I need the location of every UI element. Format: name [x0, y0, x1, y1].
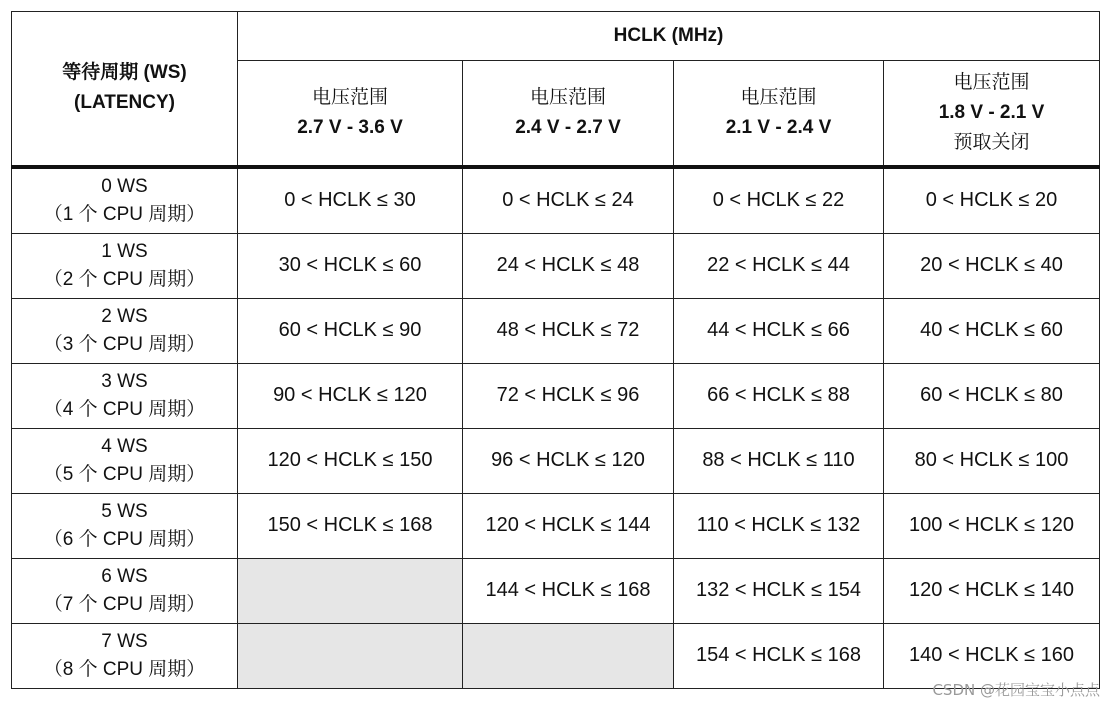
cpu-cycles-label: （3 个 CPU 周期）: [43, 333, 206, 355]
watermark: CSDN @花园宝宝小点点: [932, 681, 1100, 699]
hclk-range-cell: 132 < HCLK ≤ 154: [674, 558, 884, 623]
table-row: [12, 558, 1100, 623]
voltage-range-header-4: [884, 61, 1100, 167]
empty-cell: [463, 623, 674, 688]
hclk-range-cell: 90 < HCLK ≤ 120: [238, 363, 463, 428]
table-row: [12, 233, 1100, 298]
voltage-range-value: 2.4 V - 2.7 V: [515, 116, 621, 138]
voltage-range-header-3: [674, 61, 884, 167]
cpu-cycles-label: （6 个 CPU 周期）: [43, 528, 206, 550]
wait-state-label: 3 WS: [101, 370, 148, 392]
wait-state-cell: [12, 167, 238, 234]
hclk-range-cell: 96 < HCLK ≤ 120: [463, 428, 674, 493]
hclk-range-cell: 120 < HCLK ≤ 150: [238, 428, 463, 493]
hclk-range-cell: 0 < HCLK ≤ 20: [884, 167, 1100, 234]
hclk-range-cell: 144 < HCLK ≤ 168: [463, 558, 674, 623]
cpu-cycles-label: （2 个 CPU 周期）: [43, 268, 206, 290]
wait-state-label: 4 WS: [101, 435, 148, 457]
hclk-range-cell: 20 < HCLK ≤ 40: [884, 233, 1100, 298]
hclk-range-cell: 0 < HCLK ≤ 30: [238, 167, 463, 234]
voltage-range-label: 电压范围: [740, 86, 817, 108]
voltage-range-label: 电压范围: [529, 86, 606, 108]
table-row: [12, 298, 1100, 363]
hclk-range-cell: 44 < HCLK ≤ 66: [674, 298, 884, 363]
wait-state-cell: [12, 428, 238, 493]
cpu-cycles-label: （1 个 CPU 周期）: [43, 203, 206, 225]
wait-state-cell: [12, 233, 238, 298]
cpu-cycles-label: （7 个 CPU 周期）: [43, 593, 206, 615]
hclk-range-cell: 30 < HCLK ≤ 60: [238, 233, 463, 298]
hclk-group-header: HCLK (MHz): [238, 12, 1100, 61]
hclk-range-cell: 140 < HCLK ≤ 160: [884, 623, 1100, 688]
voltage-range-value: 2.1 V - 2.4 V: [725, 116, 832, 138]
wait-state-label: 5 WS: [101, 500, 148, 522]
voltage-range-value: 2.7 V - 3.6 V: [297, 116, 403, 138]
row-header-line1: 等待周期 (WS): [62, 62, 187, 84]
empty-cell: [238, 623, 463, 688]
hclk-range-cell: 24 < HCLK ≤ 48: [463, 233, 674, 298]
wait-state-cell: [12, 298, 238, 363]
hclk-range-cell: 0 < HCLK ≤ 22: [674, 167, 884, 234]
wait-state-cell: [12, 493, 238, 558]
table-row: [12, 167, 1100, 234]
voltage-range-label: 电压范围: [953, 71, 1030, 93]
cpu-cycles-label: （8 个 CPU 周期）: [43, 658, 206, 680]
empty-cell: [238, 558, 463, 623]
table-row: [12, 428, 1100, 493]
voltage-range-note: 预取关闭: [953, 131, 1030, 153]
hclk-range-cell: 88 < HCLK ≤ 110: [674, 428, 884, 493]
wait-state-cell: [12, 623, 238, 688]
hclk-range-cell: 80 < HCLK ≤ 100: [884, 428, 1100, 493]
wait-state-cell: [12, 558, 238, 623]
row-header-line2: (LATENCY): [74, 92, 175, 114]
wait-state-label: 6 WS: [101, 565, 148, 587]
row-header-cell: [12, 12, 238, 167]
hclk-range-cell: 60 < HCLK ≤ 80: [884, 363, 1100, 428]
hclk-range-cell: 66 < HCLK ≤ 88: [674, 363, 884, 428]
wait-state-label: 2 WS: [101, 305, 148, 327]
cpu-cycles-label: （4 个 CPU 周期）: [43, 398, 206, 420]
cpu-cycles-label: （5 个 CPU 周期）: [43, 463, 206, 485]
wait-state-label: 7 WS: [101, 630, 148, 652]
voltage-range-header-2: [463, 61, 674, 167]
wait-state-cell: [12, 363, 238, 428]
hclk-range-cell: 72 < HCLK ≤ 96: [463, 363, 674, 428]
wait-state-label: 1 WS: [101, 240, 148, 262]
hclk-range-cell: 40 < HCLK ≤ 60: [884, 298, 1100, 363]
hclk-range-cell: 60 < HCLK ≤ 90: [238, 298, 463, 363]
table-row: [12, 493, 1100, 558]
hclk-range-cell: 120 < HCLK ≤ 144: [463, 493, 674, 558]
hclk-range-cell: 0 < HCLK ≤ 24: [463, 167, 674, 234]
voltage-range-label: 电压范围: [311, 86, 388, 108]
hclk-range-cell: 154 < HCLK ≤ 168: [674, 623, 884, 688]
wait-state-label: 0 WS: [101, 175, 148, 197]
hclk-range-cell: 110 < HCLK ≤ 132: [674, 493, 884, 558]
flash-wait-state-table: [11, 11, 1100, 689]
table-row: [12, 363, 1100, 428]
voltage-range-value: 1.8 V - 2.1 V: [938, 101, 1045, 123]
hclk-range-cell: 22 < HCLK ≤ 44: [674, 233, 884, 298]
hclk-range-cell: 120 < HCLK ≤ 140: [884, 558, 1100, 623]
voltage-range-header-1: [238, 61, 463, 167]
hclk-range-cell: 150 < HCLK ≤ 168: [238, 493, 463, 558]
hclk-range-cell: 100 < HCLK ≤ 120: [884, 493, 1100, 558]
hclk-range-cell: 48 < HCLK ≤ 72: [463, 298, 674, 363]
